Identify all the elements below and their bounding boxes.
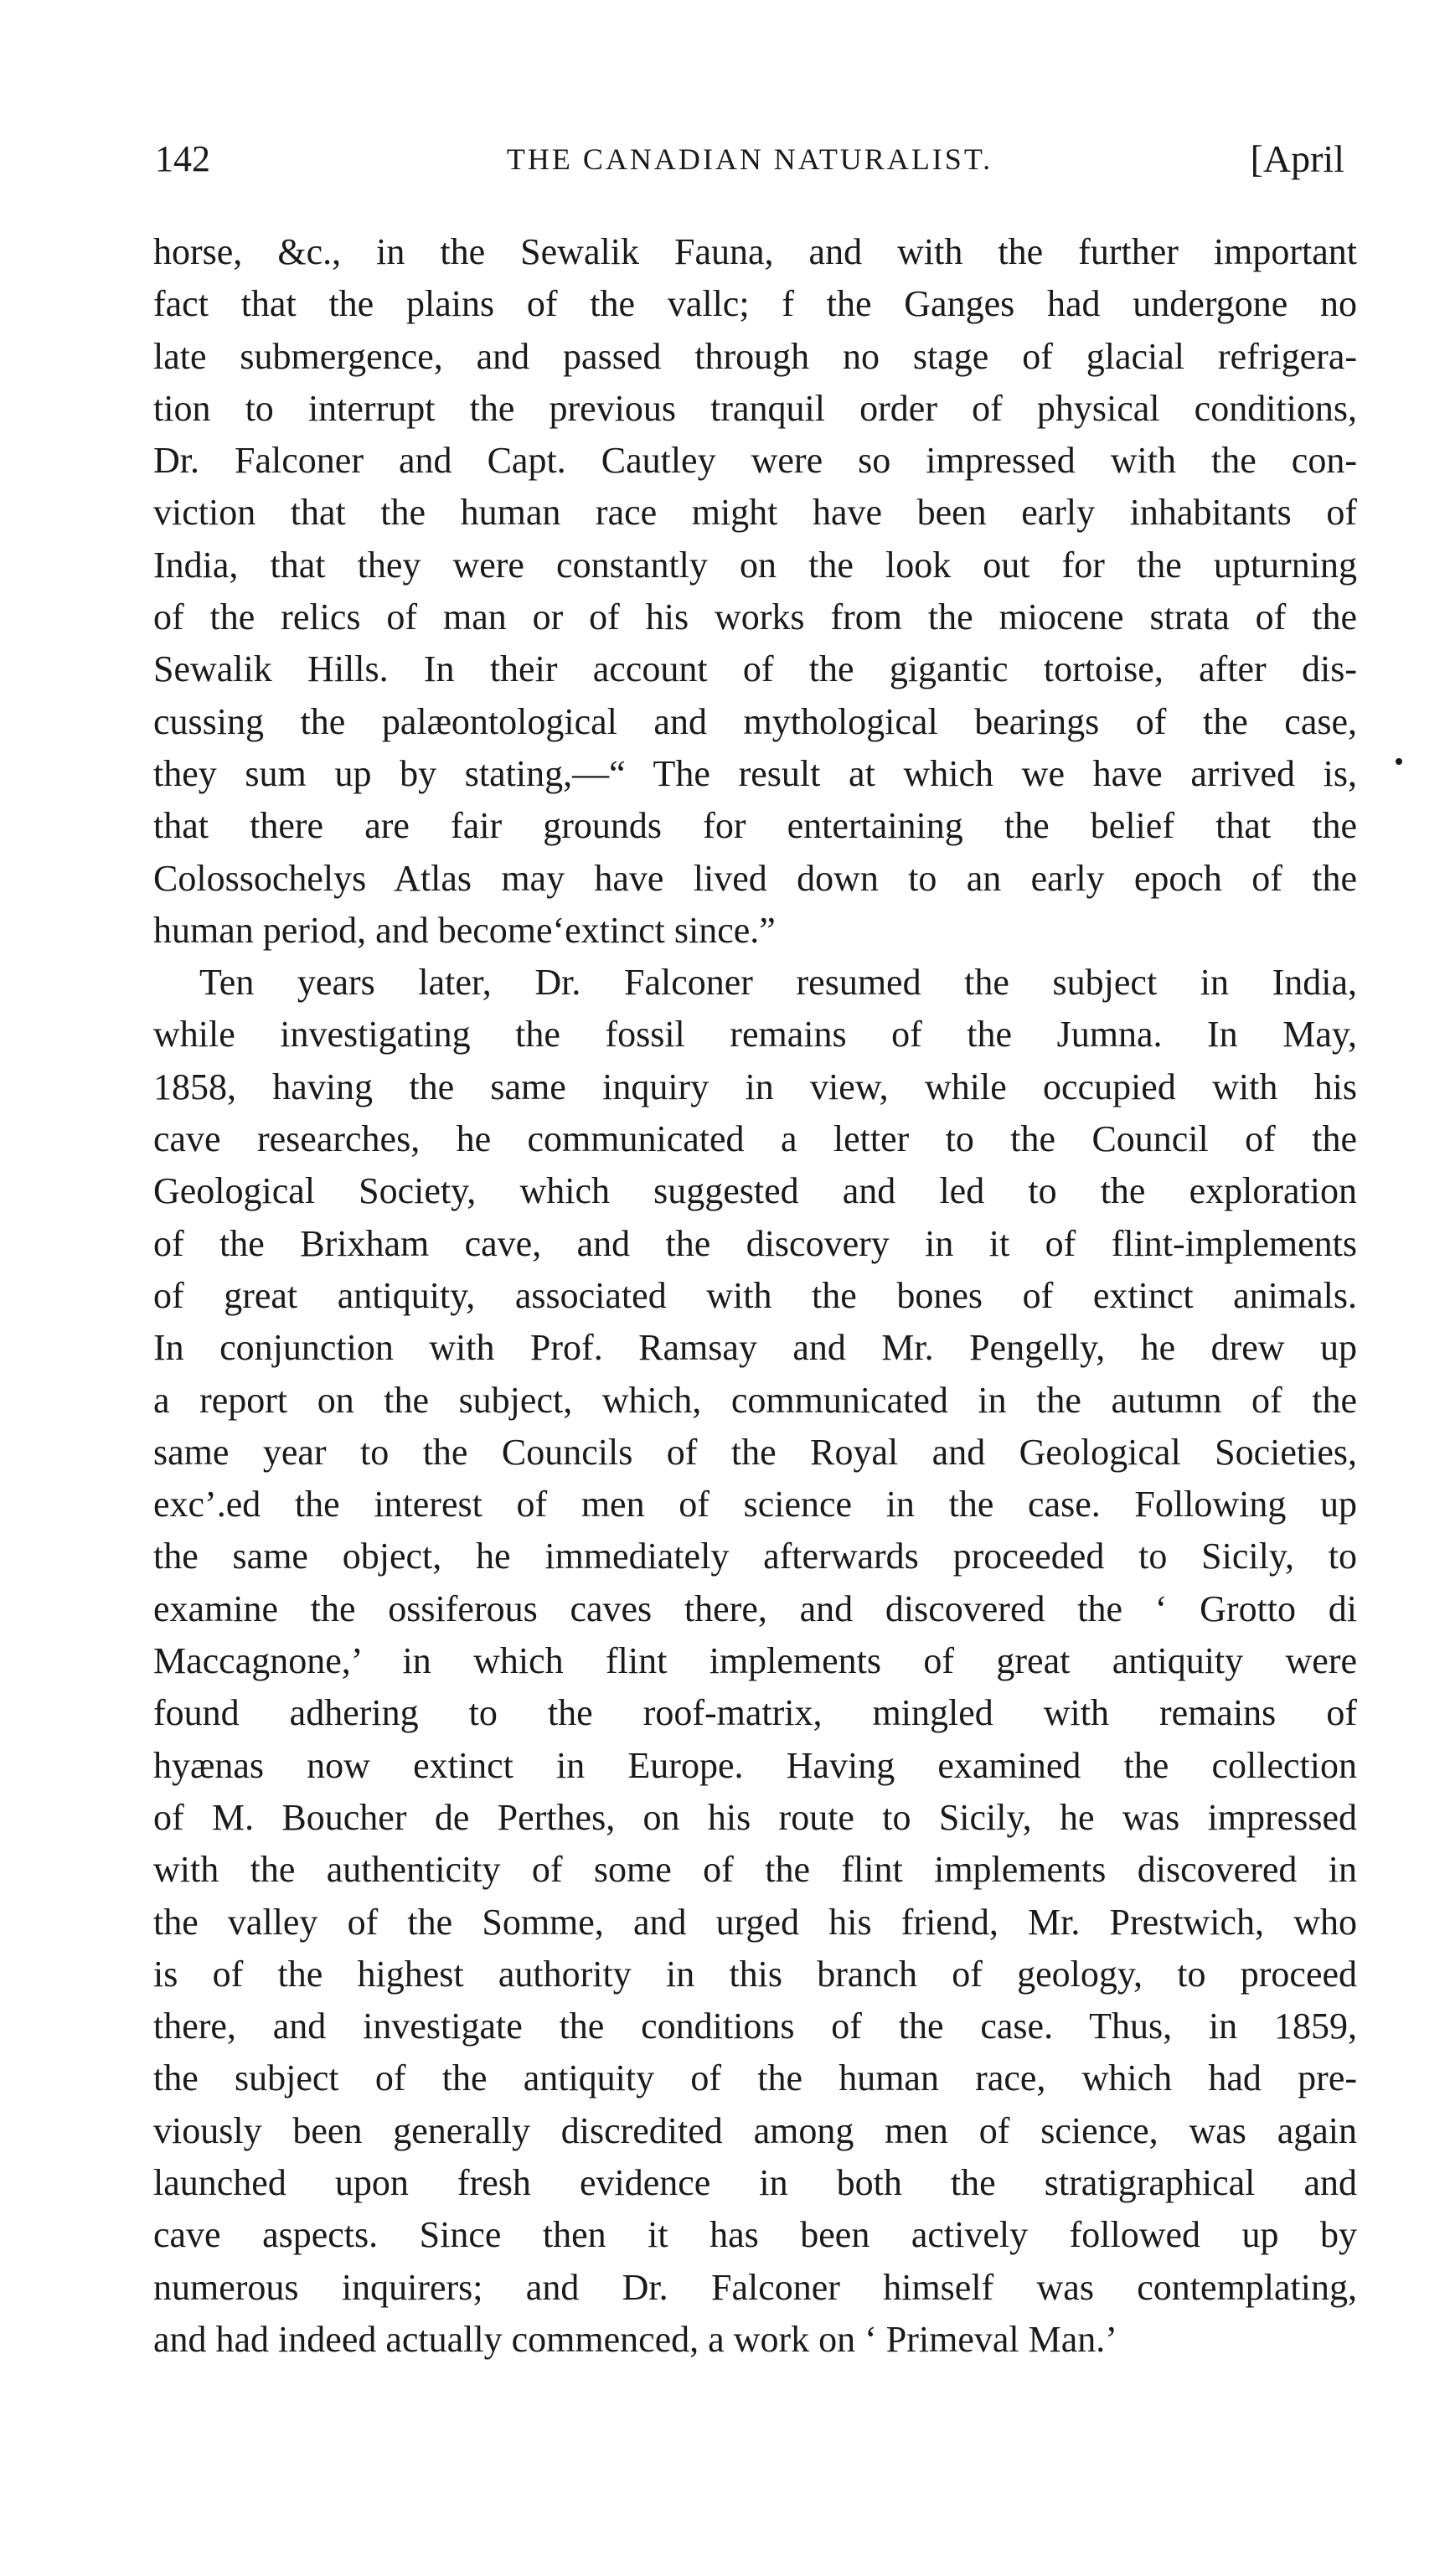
text-line: of the relics of man or of his works from the miocene strata of the	[153, 596, 1357, 638]
text-line: found adhering to the roof-matrix, mingled with remains of	[153, 1692, 1357, 1734]
text-line: they sum up by stating,—“ The result at which we have arrived is,	[153, 752, 1357, 794]
text-line: In conjunction with Prof. Ramsay and Mr. Pengelly, he drew up	[153, 1327, 1357, 1369]
text-line: late submergence, and passed through no stage of glacial refrigera-	[153, 335, 1357, 377]
text-line: Geological Society, which suggested and led to the exploration	[153, 1170, 1357, 1212]
text-line: cussing the palæontological and mythological bearings of the case,	[153, 700, 1357, 742]
text-line: viously been generally discredited among men of science, was again	[153, 2109, 1357, 2151]
text-line: exc’.ed the interest of men of science in the case. Following up	[153, 1484, 1357, 1525]
text-line: the subject of the antiquity of the human race, which had pre-	[153, 2057, 1357, 2099]
issue-month: [April	[1250, 137, 1344, 180]
text-line: Maccagnone,’ in which flint implements of great antiquity were	[153, 1640, 1357, 1682]
text-line: and had indeed actually commenced, a work on ‘ Primeval Man.’	[153, 2318, 1117, 2360]
running-head	[155, 132, 1344, 186]
text-line: Ten years later, Dr. Falconer resumed the subject in India,	[199, 962, 1357, 1004]
text-line: cave aspects. Since then it has been actively followed up by	[153, 2214, 1357, 2256]
ink-speck	[1396, 758, 1402, 765]
text-line: the same object, he immediately afterwards proceeded to Sicily, to	[153, 1536, 1357, 1577]
text-line: tion to interrupt the previous tranquil order of physical conditions,	[153, 387, 1357, 429]
text-line: of great antiquity, associated with the bones of extinct animals.	[153, 1274, 1357, 1316]
text-line: India, that they were constantly on the look out for the upturning	[153, 544, 1357, 586]
text-line: Colossochelys Atlas may have lived down to an early epoch of the	[153, 857, 1357, 899]
text-line: numerous inquirers; and Dr. Falconer himself was contemplating,	[153, 2266, 1357, 2308]
text-line: a report on the subject, which, communicated in the autumn of the	[153, 1379, 1357, 1421]
text-line: of M. Boucher de Perthes, on his route to Sicily, he was impressed	[153, 1796, 1357, 1838]
text-line: cave researches, he communicated a letter to the Council of the	[153, 1118, 1357, 1160]
text-line: same year to the Councils of the Royal and Geological Societies,	[153, 1431, 1357, 1473]
text-line: human period, and become‘extinct since.”	[153, 909, 776, 951]
text-line: Dr. Falconer and Capt. Cautley were so impressed with the con-	[153, 440, 1357, 482]
page-number: 142	[155, 138, 210, 179]
journal-title: THE CANADIAN NATURALIST.	[506, 142, 993, 176]
text-line: 1858, having the same inquiry in view, while occupied with his	[153, 1066, 1357, 1107]
paragraph-2	[153, 957, 1357, 2366]
text-line: examine the ossiferous caves there, and discovered the ‘ Grotto di	[153, 1587, 1357, 1629]
body-text	[153, 226, 1357, 2366]
text-line: viction that the human race might have been early inhabitants of	[153, 492, 1357, 534]
text-line: is of the highest authority in this branch of geology, to proceed	[153, 1953, 1357, 1995]
text-line: the valley of the Somme, and urged his friend, Mr. Prestwich, who	[153, 1901, 1357, 1943]
text-line: there, and investigate the conditions of the case. Thus, in 1859,	[153, 2006, 1357, 2047]
text-line: with the authenticity of some of the flint implements discovered in	[153, 1849, 1357, 1891]
text-line: that there are fair grounds for entertaining the belief that the	[153, 805, 1357, 847]
text-line: Sewalik Hills. In their account of the gigantic tortoise, after dis-	[153, 648, 1357, 690]
text-line: while investigating the fossil remains of the Jumna. In May,	[153, 1014, 1357, 1056]
text-line: hyænas now extinct in Europe. Having examined the collection	[153, 1744, 1357, 1786]
paragraph-1	[153, 226, 1357, 957]
text-line: fact that the plains of the vallc; f the Ganges had undergone no	[153, 283, 1357, 325]
text-line: horse, &c., in the Sewalik Fauna, and with the further important	[153, 231, 1357, 272]
text-line: of the Brixham cave, and the discovery in it of flint-implements	[153, 1222, 1357, 1264]
text-line: launched upon fresh evidence in both the stratigraphical and	[153, 2161, 1357, 2203]
